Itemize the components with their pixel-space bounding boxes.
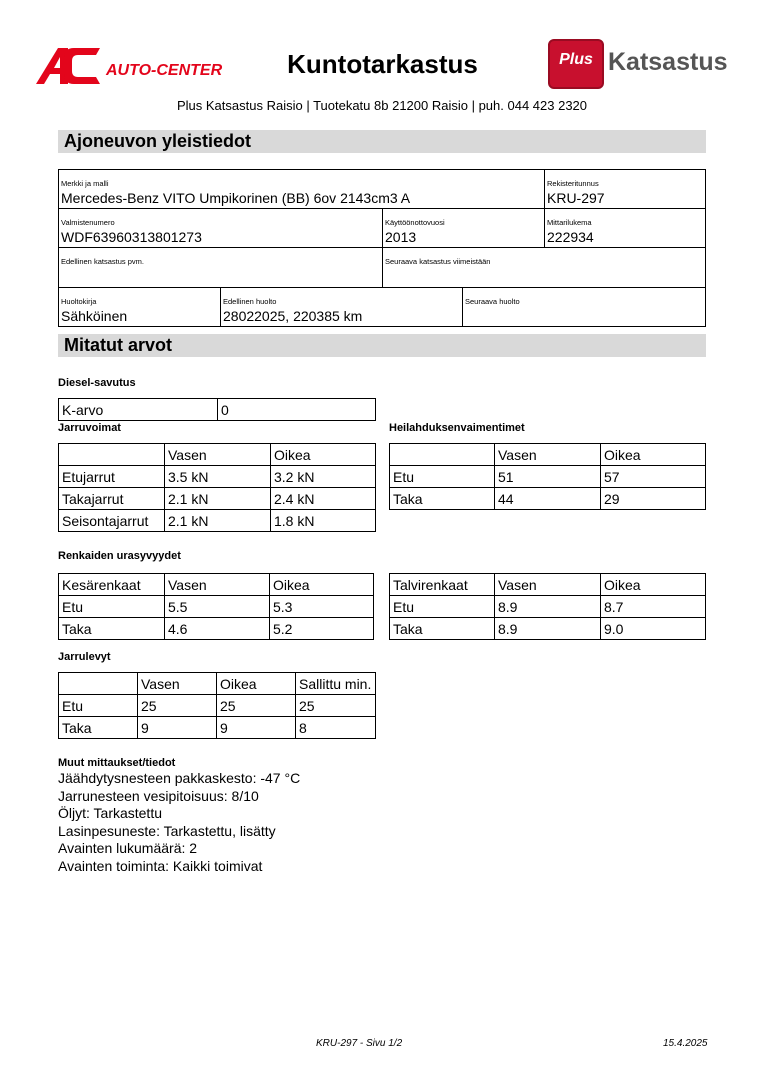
table-header-row bbox=[59, 673, 376, 695]
column-header: Vasen bbox=[138, 673, 217, 695]
registration-value: KRU-297 bbox=[547, 190, 605, 206]
service-book-label: Huoltokirja bbox=[61, 297, 97, 306]
table-cell: 25 bbox=[217, 695, 296, 717]
brake-discs-table bbox=[58, 672, 376, 739]
table-cell: Etu bbox=[390, 596, 495, 618]
previous-inspection-label: Edellinen katsastus pvm. bbox=[61, 257, 144, 266]
table-row bbox=[390, 488, 706, 510]
table-cell: 5.5 bbox=[165, 596, 270, 618]
registration-label: Rekisteritunnus bbox=[547, 179, 599, 188]
table-cell: 8.7 bbox=[601, 596, 706, 618]
footer-date: 15.4.2025 bbox=[663, 1038, 708, 1049]
diesel-smoke-table bbox=[58, 398, 376, 421]
shock-absorbers-table bbox=[389, 443, 706, 510]
commission-year-label: Käyttöönottovuosi bbox=[385, 218, 445, 227]
next-inspection-label: Seuraava katsastus viimeistään bbox=[385, 257, 491, 266]
table-cell: Etu bbox=[59, 695, 138, 717]
table-cell: 8.9 bbox=[495, 596, 601, 618]
table-row bbox=[59, 399, 376, 421]
table-cell: Taka bbox=[59, 717, 138, 739]
table-row bbox=[59, 488, 376, 510]
previous-service-cell bbox=[220, 287, 463, 327]
katsastus-logo-text: Katsastus bbox=[608, 48, 728, 76]
column-header: Kesärenkaat bbox=[59, 574, 165, 596]
table-cell: 51 bbox=[495, 466, 601, 488]
plus-logo-text: Plus bbox=[559, 51, 593, 68]
column-header: Oikea bbox=[217, 673, 296, 695]
table-cell: 8 bbox=[296, 717, 376, 739]
vin-value: WDF63960313801273 bbox=[61, 229, 202, 245]
list-item: Öljyt: Tarkastettu bbox=[58, 805, 163, 821]
table-row bbox=[59, 717, 376, 739]
table-cell: 25 bbox=[138, 695, 217, 717]
next-service-label: Seuraava huolto bbox=[465, 297, 520, 306]
other-measurements-list bbox=[58, 770, 300, 875]
commission-year-cell bbox=[382, 208, 545, 248]
auto-center-logo-text: AUTO-CENTER bbox=[106, 62, 223, 79]
next-inspection-cell bbox=[382, 247, 706, 288]
table-header-row bbox=[390, 444, 706, 466]
winter-tires-table bbox=[389, 573, 706, 640]
column-header: Talvirenkaat bbox=[390, 574, 495, 596]
make-model-label: Merkki ja malli bbox=[61, 179, 109, 188]
contact-info: Plus Katsastus Raisio | Tuotekatu 8b 21200 Raisio | puh. 044 423 2320 bbox=[176, 98, 588, 113]
table-cell bbox=[59, 673, 138, 695]
table-cell: 29 bbox=[601, 488, 706, 510]
table-cell: Takajarrut bbox=[59, 488, 165, 510]
shock-absorbers-heading: Heilahduksenvaimentimet bbox=[389, 422, 525, 434]
vin-label: Valmistenumero bbox=[61, 218, 115, 227]
previous-service-value: 28022025, 220385 km bbox=[223, 308, 363, 324]
table-row bbox=[59, 596, 374, 618]
table-cell: Etu bbox=[59, 596, 165, 618]
list-item: Avainten toiminta: Kaikki toimivat bbox=[58, 857, 263, 874]
column-header: Vasen bbox=[165, 444, 271, 466]
brake-discs-heading: Jarrulevyt bbox=[58, 651, 111, 663]
table-row bbox=[390, 618, 706, 640]
table-row bbox=[390, 466, 706, 488]
table-cell: 2.1 kN bbox=[165, 510, 271, 532]
table-cell: Taka bbox=[390, 488, 495, 510]
column-header: Vasen bbox=[495, 574, 601, 596]
odometer-label: Mittarilukema bbox=[547, 218, 592, 227]
table-cell: Seisontajarrut bbox=[59, 510, 165, 532]
brake-forces-heading: Jarruvoimat bbox=[58, 422, 121, 434]
previous-inspection-cell bbox=[58, 247, 383, 288]
table-header-row bbox=[59, 574, 374, 596]
column-header: Sallittu min. bbox=[296, 673, 376, 695]
next-service-cell bbox=[462, 287, 706, 327]
brake-forces-table bbox=[58, 443, 376, 532]
table-row bbox=[390, 596, 706, 618]
list-item: Avainten lukumäärä: 2 bbox=[58, 840, 198, 856]
column-header: Oikea bbox=[601, 444, 706, 466]
previous-service-label: Edellinen huolto bbox=[223, 297, 277, 306]
odometer-value: 222934 bbox=[547, 229, 594, 245]
table-cell: 1.8 kN bbox=[271, 510, 376, 532]
table-row bbox=[59, 618, 374, 640]
table-cell: 3.2 kN bbox=[271, 466, 376, 488]
table-cell: 2.4 kN bbox=[271, 488, 376, 510]
table-header-row bbox=[59, 444, 376, 466]
table-cell bbox=[390, 444, 495, 466]
table-cell: 8.9 bbox=[495, 618, 601, 640]
service-book-value: Sähköinen bbox=[61, 308, 128, 324]
tire-tread-heading: Renkaiden urasyvyydet bbox=[58, 550, 181, 562]
k-value-label: K-arvo bbox=[59, 399, 218, 421]
column-header: Oikea bbox=[271, 444, 376, 466]
make-model-value: Mercedes-Benz VITO Umpikorinen (BB) 6ov 2143cm3 A bbox=[61, 190, 411, 206]
table-cell: Taka bbox=[390, 618, 495, 640]
table-cell: 4.6 bbox=[165, 618, 270, 640]
make-model-cell bbox=[58, 169, 545, 209]
registration-cell bbox=[544, 169, 706, 209]
column-header: Oikea bbox=[601, 574, 706, 596]
table-cell: 25 bbox=[296, 695, 376, 717]
auto-center-logo bbox=[34, 44, 224, 88]
commission-year-value: 2013 bbox=[385, 229, 417, 245]
table-row bbox=[59, 510, 376, 532]
list-item: Jäähdytysnesteen pakkaskesto: -47 °C bbox=[58, 770, 301, 786]
table-cell bbox=[59, 444, 165, 466]
table-cell: 9 bbox=[217, 717, 296, 739]
other-measurements-heading: Muut mittaukset/tiedot bbox=[58, 757, 176, 769]
column-header: Oikea bbox=[270, 574, 374, 596]
table-cell: Etu bbox=[390, 466, 495, 488]
table-row bbox=[59, 466, 376, 488]
vin-cell bbox=[58, 208, 383, 248]
service-book-cell bbox=[58, 287, 221, 327]
table-cell: 5.3 bbox=[270, 596, 374, 618]
section-header-vehicle-info: Ajoneuvon yleistiedot bbox=[58, 130, 706, 153]
plus-katsastus-logo bbox=[546, 36, 730, 90]
section-header-measured-values: Mitatut arvot bbox=[58, 334, 706, 357]
table-cell: 9 bbox=[138, 717, 217, 739]
diesel-smoke-heading: Diesel-savutus bbox=[58, 377, 136, 389]
odometer-cell bbox=[544, 208, 706, 248]
table-cell: 9.0 bbox=[601, 618, 706, 640]
table-row bbox=[59, 695, 376, 717]
list-item: Lasinpesuneste: Tarkastettu, lisätty bbox=[58, 822, 276, 839]
table-cell: Taka bbox=[59, 618, 165, 640]
table-cell: Etujarrut bbox=[59, 466, 165, 488]
table-cell: 3.5 kN bbox=[165, 466, 271, 488]
column-header: Vasen bbox=[165, 574, 270, 596]
document-title: Kuntotarkastus bbox=[287, 49, 478, 79]
table-cell: 44 bbox=[495, 488, 601, 510]
k-value: 0 bbox=[218, 399, 376, 421]
summer-tires-table bbox=[58, 573, 374, 640]
table-cell: 57 bbox=[601, 466, 706, 488]
list-item: Jarrunesteen vesipitoisuus: 8/10 bbox=[58, 787, 259, 804]
column-header: Vasen bbox=[495, 444, 601, 466]
footer-page-number: KRU-297 - Sivu 1/2 bbox=[316, 1038, 403, 1049]
table-cell: 5.2 bbox=[270, 618, 374, 640]
table-cell: 2.1 kN bbox=[165, 488, 271, 510]
table-header-row bbox=[390, 574, 706, 596]
